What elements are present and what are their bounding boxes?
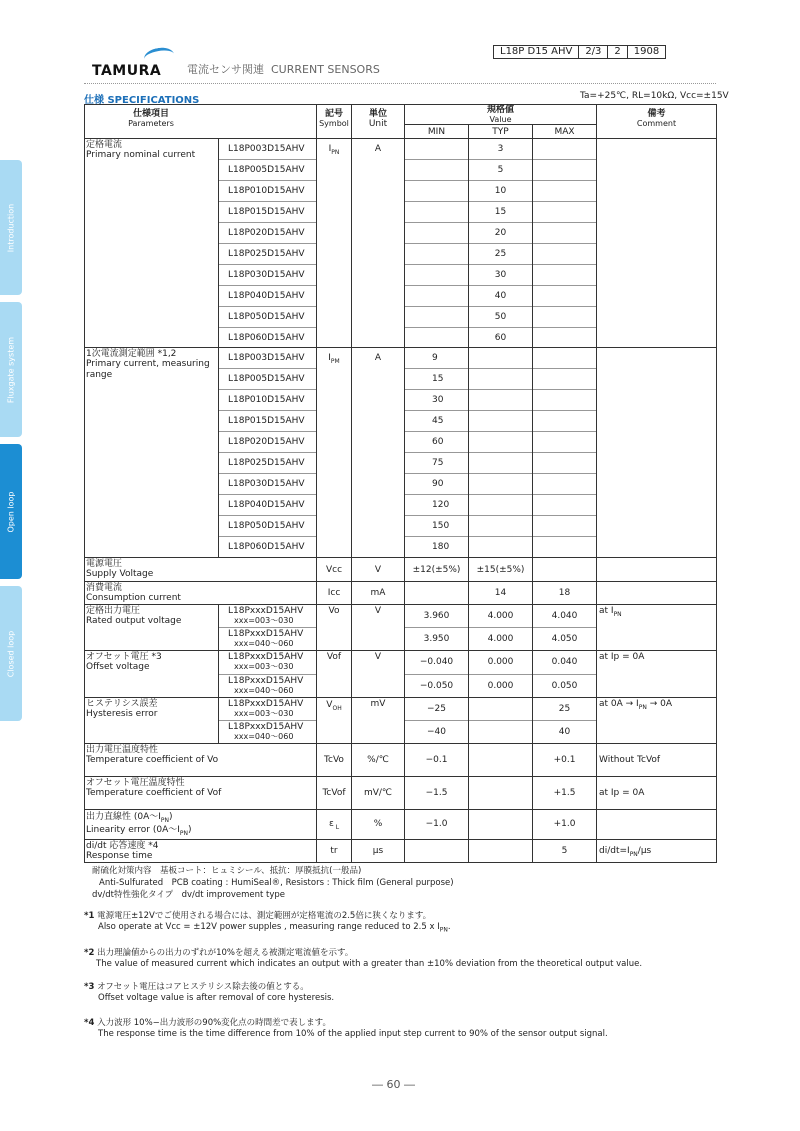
model-name: L18P010D15AHV	[228, 395, 305, 405]
header-min: MIN	[427, 127, 446, 137]
param-response-time: di/dt 応答速度 *4 Response time	[86, 841, 159, 862]
typ-value: 25	[494, 249, 507, 259]
header-max: MAX	[554, 127, 575, 137]
tcvof-comment: at Ip = 0A	[599, 788, 645, 798]
tab-fluxgate-system[interactable]: Fluxgate system	[0, 302, 22, 437]
section-title: 仕様 SPECIFICATIONS	[84, 95, 200, 106]
unit-vof: V	[374, 652, 382, 662]
hyst-comment: at $0A \to I_{PN} \to 0A$	[599, 699, 672, 711]
param-offset-voltage: オフセット電圧 *3 Offset voltage	[86, 652, 162, 673]
rated-max-1: 4.040	[551, 611, 578, 621]
unit-vcc: V	[374, 565, 382, 575]
rated-comment: at $I_{PN}$	[599, 606, 622, 618]
typ-value: 50	[494, 312, 507, 322]
typ-value: 20	[494, 228, 507, 238]
min-value: 15	[432, 374, 444, 384]
model-name: L18P020D15AHV	[228, 437, 305, 447]
min-value: 90	[432, 479, 444, 489]
sub-model-group-2: L18PxxxD15AHV xxx=040〜060	[228, 629, 304, 649]
linearity-max: +1.0	[553, 819, 576, 829]
model-name: L18P025D15AHV	[228, 249, 305, 259]
typ-value: 60	[494, 333, 507, 343]
model-name: L18P003D15AHV	[228, 144, 305, 154]
model-name: L18P010D15AHV	[228, 186, 305, 196]
tab-closed-loop[interactable]: Closed loop	[0, 586, 22, 721]
document-id-box	[493, 45, 666, 59]
header-unit: 単位 Unit	[368, 109, 388, 130]
footnote-3-en: Offset voltage value is after removal of core hysteresis.	[98, 993, 335, 1003]
model-name: L18P025D15AHV	[228, 458, 305, 468]
header-divider	[84, 83, 716, 84]
header-typ: TYP	[492, 127, 509, 137]
model-name: L18P015D15AHV	[228, 207, 305, 217]
param-tcvof: オフセット電圧温度特性 Temperature coefficient of Vof	[86, 778, 222, 799]
doc-date: 1908	[633, 46, 660, 57]
typ-value: 15	[494, 207, 507, 217]
header-title: 電流センサ関連 CURRENT SENSORS	[187, 63, 380, 76]
header-comment: 備考 Comment	[636, 109, 677, 129]
param-hysteresis: ヒステリシス誤差 Hysteresis error	[86, 699, 158, 720]
typ-value: 30	[494, 270, 507, 280]
param-primary-measuring: 1次電流測定範囲 *1,2 Primary current, measuring range	[86, 349, 210, 380]
min-value: 45	[432, 416, 444, 426]
typ-value: 5	[497, 165, 504, 175]
tcvo-comment: Without TcVof	[599, 755, 661, 765]
consumption-typ: 14	[494, 588, 507, 598]
unit-tr: μs	[372, 846, 384, 856]
symbol-vo: Vo	[328, 606, 340, 616]
header-value: 規格値 Value	[486, 105, 514, 125]
model-name: L18P015D15AHV	[228, 416, 305, 426]
symbol-ipm: $I_{PM}$	[328, 353, 340, 365]
offset-max-1: 0.040	[551, 657, 578, 667]
tamura-logo: TAMURA	[92, 53, 180, 79]
linearity-min: −1.0	[425, 819, 448, 829]
rated-min-1: 3.960	[423, 611, 450, 621]
offset-min-2: −0.050	[419, 681, 454, 691]
note-anti-sulfur-jp: 耐硫化対策内容 基板コート：ヒュミシール、抵抗：厚膜抵抗(一般品)	[92, 866, 362, 876]
sub-model-group-1: L18PxxxD15AHV xxx=003〜030	[228, 699, 304, 719]
offset-min-1: −0.040	[419, 657, 454, 667]
param-primary-nominal: 定格電流 Primary nominal current	[86, 140, 196, 161]
tcvo-min: −0.1	[425, 755, 448, 765]
header-symbol: 記号 Symbol	[319, 109, 349, 129]
model-name: L18P060D15AHV	[228, 542, 305, 552]
symbol-tcvof: TcVof	[322, 788, 346, 798]
doc-page: 2/3	[579, 46, 608, 58]
note-dvdt: dv/dt特性強化タイプ dv/dt improvement type	[92, 890, 286, 900]
symbol-tr: tr	[330, 846, 338, 856]
sub-model-group-1: L18PxxxD15AHV xxx=003〜030	[228, 652, 304, 672]
sub-model-group-1: L18PxxxD15AHV xxx=003〜030	[228, 606, 304, 626]
model-name: L18P050D15AHV	[228, 312, 305, 322]
response-comment: $di/dt=I_{PN}/\mu s$	[599, 846, 652, 858]
min-value: 180	[432, 542, 450, 552]
rated-min-2: 3.950	[423, 634, 450, 644]
hyst-max-1: 25	[558, 704, 571, 714]
model-name: L18P005D15AHV	[228, 374, 305, 384]
typ-value: 3	[497, 144, 504, 154]
symbol-ipn: $I_{PN}$	[328, 144, 340, 156]
note-anti-sulfur-en: Anti-Sulfurated PCB coating : HumiSeal®, Resistors : Thick film (General purpose)	[99, 878, 454, 888]
symbol-tcvo: TcVo	[324, 755, 344, 765]
offset-typ-2: 0.000	[487, 681, 514, 691]
tab-introduction[interactable]: Introduction	[0, 160, 22, 295]
unit-ipm: A	[374, 353, 382, 363]
symbol-vcc: Vcc	[325, 565, 343, 575]
model-name: L18P050D15AHV	[228, 521, 305, 531]
consumption-max: 18	[558, 588, 571, 598]
footnote-1-en: Also operate at Vcc = ±12V power supples , measuring range reduced to 2.5 x $I_{PN}$.	[98, 922, 451, 934]
unit-icc: mA	[370, 588, 386, 598]
symbol-linearity: ε $_L$	[328, 819, 340, 831]
typ-value: 10	[494, 186, 507, 196]
tcvo-max: +0.1	[553, 755, 576, 765]
unit-tcvo: %/℃	[367, 755, 389, 765]
hyst-min-1: −25	[427, 704, 446, 714]
min-value: 30	[432, 395, 444, 405]
doc-rev: 2	[608, 46, 627, 58]
offset-comment: at Ip = 0A	[599, 652, 645, 662]
unit-voh: mV	[370, 699, 386, 709]
footnote-2-jp: *2 出力理論値からの出力のずれが10%を超える被測定電流値を示す。	[84, 948, 354, 958]
response-max: 5	[561, 846, 568, 856]
doc-model: L18P D15 AHV	[494, 46, 579, 58]
supply-typ: ±15(±5%)	[476, 565, 525, 575]
model-name: L18P040D15AHV	[228, 500, 305, 510]
min-value: 75	[432, 458, 444, 468]
hyst-min-2: −40	[427, 727, 446, 737]
sub-model-group-2: L18PxxxD15AHV xxx=040〜060	[228, 676, 304, 696]
supply-min: ±12(±5%)	[412, 565, 461, 575]
model-name: L18P005D15AHV	[228, 165, 305, 175]
tcvof-min: −1.5	[425, 788, 448, 798]
model-name: L18P060D15AHV	[228, 333, 305, 343]
footnote-3-jp: *3 オフセット電圧はコアヒステリシス除去後の値とする。	[84, 982, 309, 992]
footnote-2-en: The value of measured current which indicates an output with a greater than ±10% deviation from the theoretical output value.	[96, 959, 643, 969]
min-value: 60	[432, 437, 444, 447]
rated-typ-2: 4.000	[487, 634, 514, 644]
unit-ipn: A	[374, 144, 382, 154]
rated-max-2: 4.050	[551, 634, 578, 644]
model-name: L18P040D15AHV	[228, 291, 305, 301]
test-conditions: Ta=+25℃, RL=10kΩ, Vcc=±15V	[580, 91, 729, 101]
min-value: 120	[432, 500, 450, 510]
param-consumption-current: 消費電流 Consumption current	[86, 583, 181, 604]
param-tcvo: 出力電圧温度特性 Temperature coefficient of Vo	[86, 745, 219, 766]
model-name: L18P030D15AHV	[228, 479, 305, 489]
unit-linearity: %	[373, 819, 383, 829]
model-name: L18P030D15AHV	[228, 270, 305, 280]
rated-typ-1: 4.000	[487, 611, 514, 621]
typ-value: 40	[494, 291, 507, 301]
symbol-voh: $V_{OH}$	[326, 700, 342, 712]
symbol-vof: Vof	[326, 652, 342, 662]
param-linearity: 出力直線性 (0A〜$I_{PN}$) Linearity error (0A〜$I_{PN}$)	[86, 812, 192, 837]
footnote-4-en: The response time is the time difference from 10% of the applied input step current to 90% of the sensor output signal.	[98, 1029, 608, 1039]
unit-vo: V	[374, 606, 382, 616]
footnote-4-jp: *4 入力波形 10%−出力波形の90%変化点の時間差で表します。	[84, 1018, 331, 1028]
footnote-1-jp: *1 電源電圧±12Vでご使用される場合には、測定範囲が定格電流の2.5倍に狭くなります。	[84, 911, 432, 921]
page-number: ― 60 ―	[372, 1078, 415, 1091]
header-parameters: 仕様項目 Parameters	[128, 109, 174, 129]
sub-model-group-2: L18PxxxD15AHV xxx=040〜060	[228, 722, 304, 742]
model-name: L18P003D15AHV	[228, 353, 305, 363]
tcvof-max: +1.5	[553, 788, 576, 798]
offset-max-2: 0.050	[551, 681, 578, 691]
param-rated-output: 定格出力電圧 Rated output voltage	[86, 606, 182, 627]
model-name: L18P020D15AHV	[228, 228, 305, 238]
hyst-max-2: 40	[558, 727, 571, 737]
unit-tcvof: mV/℃	[363, 788, 393, 798]
offset-typ-1: 0.000	[487, 657, 514, 667]
min-value: 9	[432, 353, 438, 363]
tab-open-loop[interactable]: Open loop	[0, 444, 22, 579]
symbol-icc: Icc	[327, 588, 341, 598]
min-value: 150	[432, 521, 450, 531]
param-supply-voltage: 電源電圧 Supply Voltage	[86, 559, 154, 580]
